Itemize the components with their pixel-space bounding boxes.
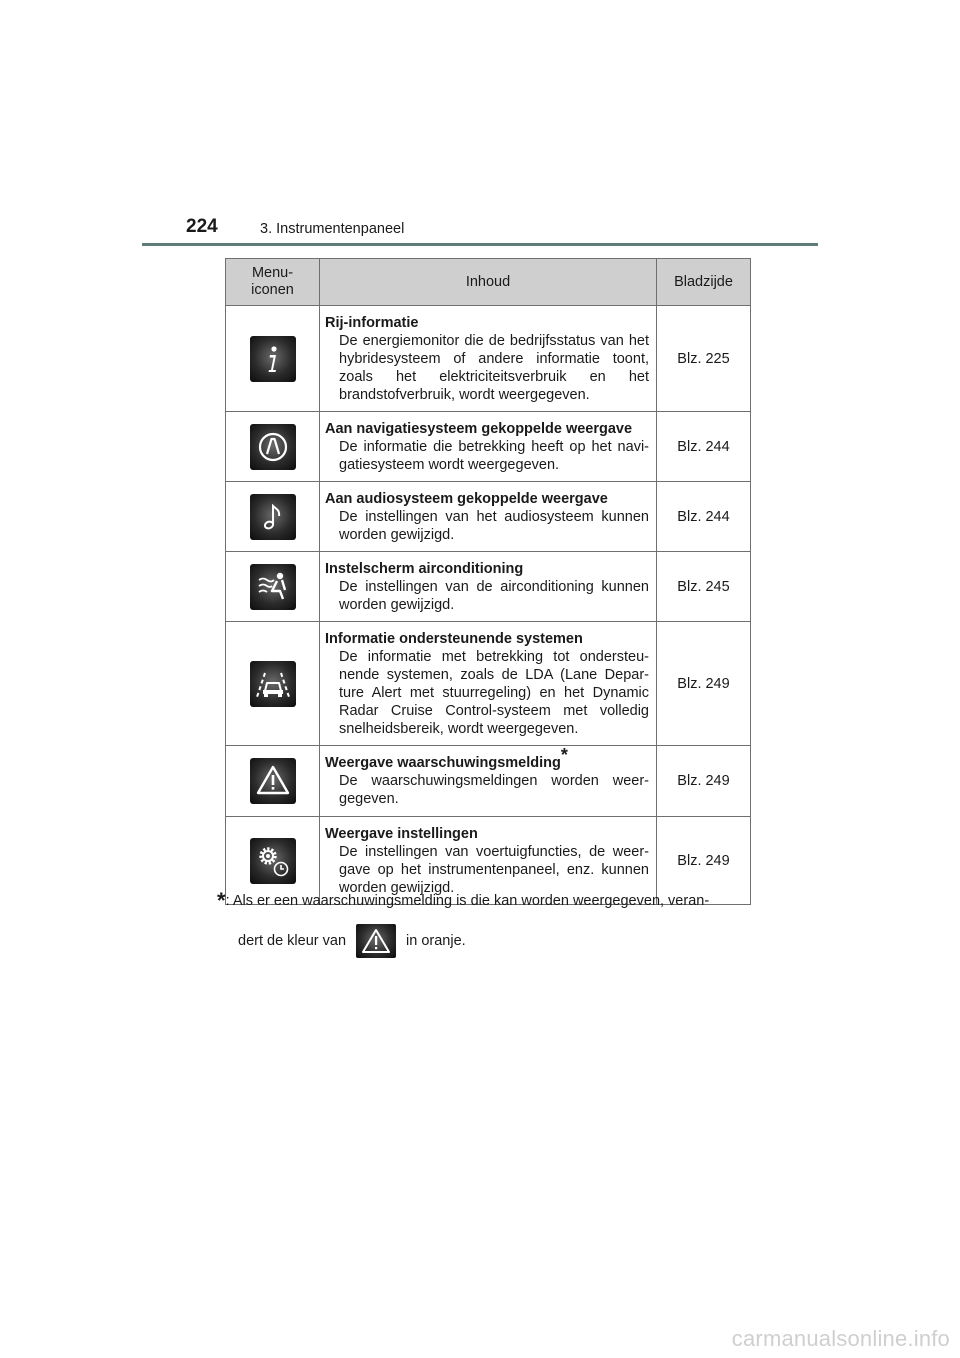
table-row bbox=[226, 552, 751, 622]
item-title: Instelscherm airconditioning bbox=[325, 561, 524, 577]
item-description: De instellingen van het audiosysteem kunnen worden gewijzigd. bbox=[339, 509, 649, 543]
footnote-text: : Als er een waarschuwingsmelding is die kan worden weergegeven, veran- bbox=[225, 893, 710, 909]
footnote-marker: * bbox=[217, 888, 226, 913]
column-header-menu-icons: Menu- iconen bbox=[226, 259, 320, 306]
item-description: De informatie die betrekking heeft op het navi-gatiesysteem wordt weergegeven. bbox=[339, 439, 649, 473]
page-reference: Blz. 244 bbox=[657, 412, 751, 482]
footnote-text-before-icon: dert de kleur van bbox=[238, 933, 347, 949]
page-reference: Blz. 245 bbox=[657, 552, 751, 622]
table-row bbox=[226, 746, 751, 817]
footnote-continuation bbox=[238, 924, 466, 958]
table-header-row bbox=[226, 259, 751, 306]
page-reference: Blz. 249 bbox=[657, 622, 751, 746]
navigation-icon bbox=[250, 424, 296, 470]
item-title: Aan audiosysteem gekoppelde weergave bbox=[325, 491, 608, 507]
item-description: De instellingen van voertuigfuncties, de weer-gave op het instrumentenpaneel, enz. kunnen worden gewijzigd. bbox=[339, 844, 649, 896]
warning-triangle-icon bbox=[250, 758, 296, 804]
warning-triangle-icon bbox=[356, 924, 396, 958]
item-title: Weergave instellingen bbox=[325, 826, 478, 842]
info-icon bbox=[250, 336, 296, 382]
table-row bbox=[226, 622, 751, 746]
item-title: Aan navigatiesysteem gekoppelde weergave bbox=[325, 421, 633, 437]
column-header-content: Inhoud bbox=[320, 259, 657, 306]
item-description: De energiemonitor die de bedrijfsstatus van het hybridesysteem of andere informatie toont, zoals het elektriciteitsverbruik en het brandstofverbruik, wordt weergegeven. bbox=[339, 333, 649, 403]
footnote-marker: * bbox=[560, 745, 568, 766]
menu-icons-table bbox=[225, 258, 751, 905]
item-title: Rij-informatie bbox=[325, 315, 419, 331]
table-row bbox=[226, 306, 751, 412]
item-description: De waarschuwingsmeldingen worden weer-gegeven. bbox=[339, 773, 649, 807]
item-title: Weergave waarschuwingsmelding bbox=[325, 755, 561, 771]
table-row bbox=[226, 482, 751, 552]
page-reference: Blz. 249 bbox=[657, 746, 751, 817]
driving-assist-icon bbox=[250, 661, 296, 707]
air-conditioning-icon bbox=[250, 564, 296, 610]
table-row bbox=[226, 412, 751, 482]
section-title: 3. Instrumentenpaneel bbox=[260, 221, 405, 237]
item-description: De instellingen van de airconditioning kunnen worden gewijzigd. bbox=[339, 579, 649, 613]
settings-gear-icon bbox=[250, 838, 296, 884]
page-reference: Blz. 249 bbox=[657, 817, 751, 905]
footnote-text-after-icon: in oranje. bbox=[406, 933, 466, 949]
watermark: carmanualsonline.info bbox=[731, 1326, 950, 1351]
music-note-icon bbox=[250, 494, 296, 540]
page-reference: Blz. 225 bbox=[657, 306, 751, 412]
page-reference: Blz. 244 bbox=[657, 482, 751, 552]
header-rule bbox=[142, 243, 818, 246]
item-description: De informatie met betrekking tot ondersteu-nende systemen, zoals de LDA (Lane Depar-ture Alert met stuurregeling) en het Dynamic Radar Cruise Control-systeem met volledig snelheidsbereik, wordt weergegeven. bbox=[339, 649, 649, 737]
item-title: Informatie ondersteunende systemen bbox=[325, 631, 583, 647]
footnote bbox=[217, 888, 709, 914]
column-header-page: Bladzijde bbox=[657, 259, 751, 306]
page-number: 224 bbox=[186, 216, 218, 237]
